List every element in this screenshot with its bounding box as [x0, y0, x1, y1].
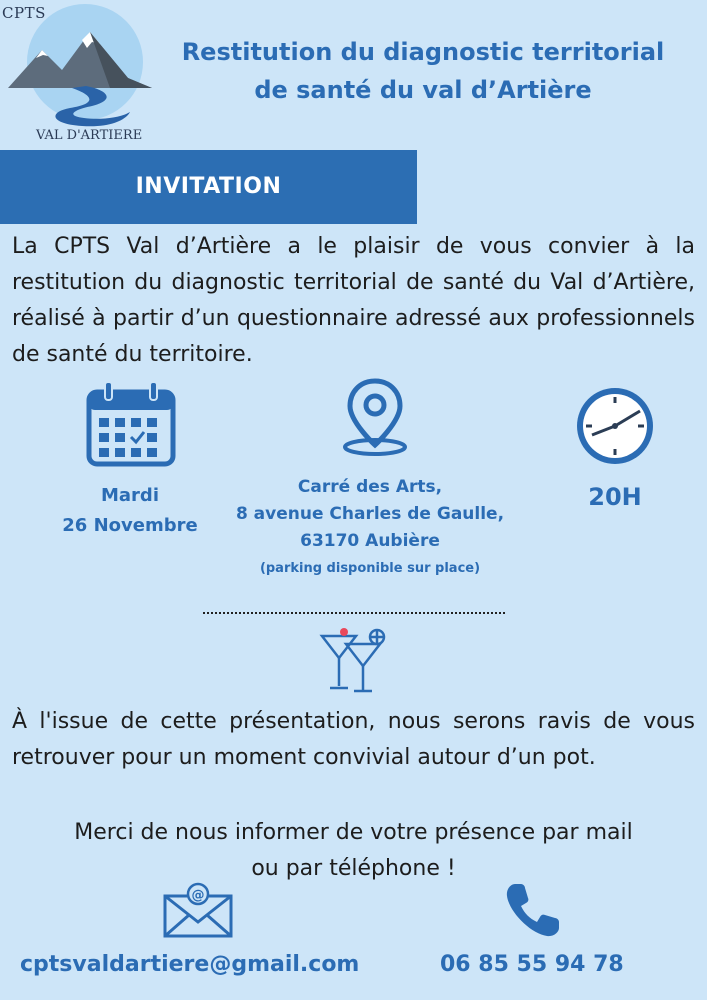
parking-note: (parking disponible sur place): [259, 561, 481, 576]
calendar-icon: [85, 380, 177, 472]
reception-paragraph: À l'issue de cette présentation, nous serons ravis de vous retrouver pour un moment convivial autour d’un pot.: [12, 709, 695, 770]
intro-paragraph: La CPTS Val d’Artière a le plaisir de vous convier à la restitution du diagnostic territorial de santé du Val d’Artière, réalisé à partir d’un questionnaire adressé aux professionnels de santé du territoire.: [12, 234, 695, 367]
event-time: 20H: [588, 483, 642, 511]
cocktail-glasses-icon: [318, 624, 390, 700]
logo-bottom-text: VAL D'ARTIERE: [36, 128, 143, 143]
location-line-3: 63170 Aubière: [300, 531, 440, 551]
title-line-2: de santé du val d’Artière: [254, 76, 592, 104]
svg-text:@: @: [191, 888, 205, 903]
rsvp-text: [20, 815, 687, 887]
event-location: [210, 474, 530, 582]
map-pin-icon: [340, 377, 410, 461]
location-line-2: 8 avenue Charles de Gaulle,: [235, 504, 505, 524]
logo-top-text: CPTS: [2, 4, 46, 22]
phone-icon: [503, 880, 563, 944]
event-day: Mardi: [101, 485, 159, 506]
page-title: [150, 33, 696, 109]
event-date-value: 26 Novembre: [62, 515, 198, 536]
location-line-1: Carré des Arts,: [297, 477, 443, 497]
rsvp-line-2: ou par téléphone !: [251, 856, 456, 881]
contact-phone[interactable]: 06 85 55 94 78: [440, 952, 624, 977]
invitation-label: INVITATION: [135, 174, 282, 199]
dotted-divider: [203, 612, 505, 614]
envelope-at-icon: [162, 882, 234, 944]
event-date: [50, 481, 210, 541]
rsvp-line-1: Merci de nous informer de votre présence par mail: [74, 820, 633, 845]
contact-email[interactable]: cptsvaldartiere@gmail.com: [20, 952, 360, 977]
clock-icon: [572, 383, 658, 473]
title-line-1: Restitution du diagnostic territorial: [181, 38, 665, 66]
